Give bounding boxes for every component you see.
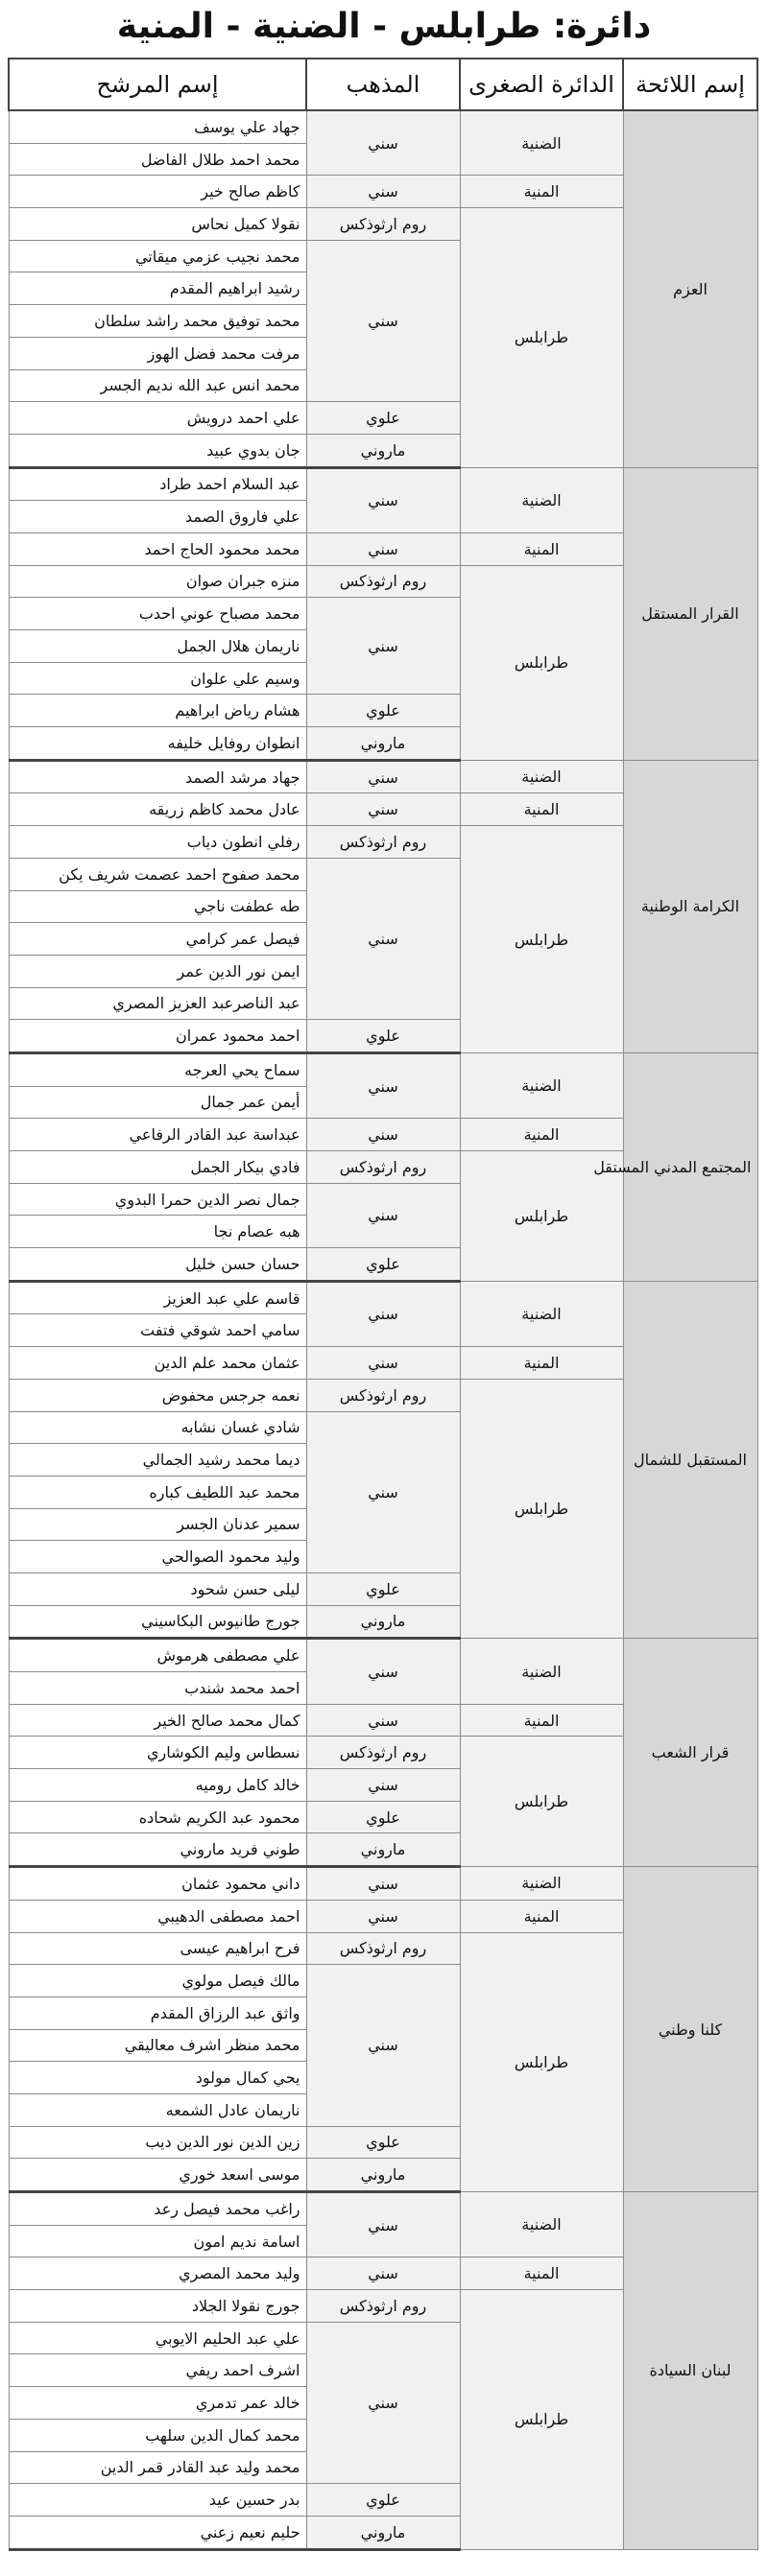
candidate-name-cell: محمد كمال الدين سلهب <box>9 2419 306 2451</box>
candidate-name-cell: سامي احمد شوقي فتفت <box>9 1314 306 1347</box>
table-row <box>9 467 757 501</box>
candidate-name-cell: علي مصطفى هرموش <box>9 1639 306 1672</box>
sect-cell: ماروني <box>306 727 460 761</box>
minor-district-cell: الضنية <box>460 760 623 793</box>
candidate-name-cell: انطوان روفايل خليفه <box>9 727 306 761</box>
sect-cell: ماروني <box>306 434 460 467</box>
candidate-name-cell: طه عطفت ناجي <box>9 890 306 923</box>
sect-cell: سني <box>306 1867 460 1901</box>
sect-cell: سني <box>306 1411 460 1572</box>
sect-cell: سني <box>306 598 460 695</box>
candidate-name-cell: واثق عبد الرزاق المقدم <box>9 1997 306 2029</box>
candidate-name-cell: خالد كامل روميه <box>9 1769 306 1802</box>
candidate-name-cell: محمود عبد الكريم شحاده <box>9 1801 306 1833</box>
header-minor-district: الدائرة الصغرى <box>460 59 623 110</box>
sect-cell: سني <box>306 1052 460 1118</box>
minor-district-cell: طرابلس <box>460 565 623 760</box>
sect-cell: علوي <box>306 1801 460 1833</box>
minor-district-cell: الضنية <box>460 1639 623 1704</box>
page-title: دائرة: طرابلس - الضنية - المنية <box>116 7 652 46</box>
candidate-name-cell: ناريمان هلال الجمل <box>9 630 306 663</box>
sect-cell: سني <box>306 240 460 401</box>
candidate-name-cell: وليد محمد المصري <box>9 2257 306 2290</box>
sect-cell: علوي <box>306 1020 460 1053</box>
candidate-name-cell: ناريمان عادل الشمعه <box>9 2093 306 2126</box>
sect-cell: روم ارثوذكس <box>306 1379 460 1411</box>
candidate-name-cell: جهاد علي يوسف <box>9 110 306 143</box>
sect-cell: سني <box>306 1639 460 1704</box>
candidate-name-cell: علي فاروق الصمد <box>9 501 306 533</box>
candidate-name-cell: محمد احمد طلال الفاضل <box>9 143 306 176</box>
minor-district-cell: الضنية <box>460 110 623 176</box>
candidate-name-cell: جورج نقولا الجلاد <box>9 2290 306 2323</box>
sect-cell: سني <box>306 1347 460 1380</box>
candidate-name-cell: مالك فيصل مولوي <box>9 1965 306 1997</box>
candidate-name-cell: نعمه جرجس محفوض <box>9 1379 306 1411</box>
sect-cell: روم ارثوذكس <box>306 1151 460 1184</box>
sect-cell: سني <box>306 2192 460 2257</box>
minor-district-cell: الضنية <box>460 1867 623 1901</box>
minor-district-cell: طرابلس <box>460 826 623 1053</box>
candidate-name-cell: جهاد مرشد الصمد <box>9 760 306 793</box>
sect-cell: سني <box>306 793 460 826</box>
candidate-name-cell: راغب محمد فيصل رعد <box>9 2192 306 2226</box>
candidate-name-cell: كاظم صالح خير <box>9 176 306 208</box>
sect-cell: روم ارثوذكس <box>306 1737 460 1769</box>
candidate-name-cell: خالد عمر تدمري <box>9 2387 306 2420</box>
sect-cell: علوي <box>306 695 460 727</box>
candidate-name-cell: علي احمد درويش <box>9 402 306 435</box>
candidate-name-cell: محمد مصباح عوني احدب <box>9 598 306 630</box>
sect-cell: ماروني <box>306 1833 460 1867</box>
table-row <box>9 1052 757 1086</box>
candidate-name-cell: محمد نجيب عزمي ميقاتي <box>9 240 306 272</box>
sect-cell: علوي <box>306 1572 460 1605</box>
candidate-name-cell: نسطاس وليم الكوشاري <box>9 1737 306 1769</box>
candidate-name-cell: فادي بيكار الجمل <box>9 1151 306 1184</box>
candidate-name-cell: عبداسة عبد القادر الرفاعي <box>9 1119 306 1151</box>
candidate-name-cell: عادل محمد كاظم زريقه <box>9 793 306 826</box>
sect-cell: روم ارثوذكس <box>306 1932 460 1965</box>
candidate-name-cell: داني محمود عثمان <box>9 1867 306 1901</box>
minor-district-cell: الضنية <box>460 467 623 532</box>
candidate-name-cell: مرفت محمد فضل الهوز <box>9 337 306 369</box>
candidates-table <box>8 58 758 2551</box>
table-row <box>9 760 757 793</box>
candidate-name-cell: عثمان محمد علم الدين <box>9 1347 306 1380</box>
candidate-name-cell: رشيد ابراهيم المقدم <box>9 272 306 305</box>
sect-cell: سني <box>306 1900 460 1932</box>
sect-cell: سني <box>306 2322 460 2483</box>
minor-district-cell: طرابلس <box>460 1151 623 1282</box>
header-list-name: إسم اللائحة <box>623 59 757 110</box>
candidate-name-cell: احمد محمود عمران <box>9 1020 306 1053</box>
candidate-name-cell: يحي كمال مولود <box>9 2062 306 2094</box>
candidate-name-cell: اشرف احمد ريفي <box>9 2354 306 2387</box>
sect-cell: ماروني <box>306 2516 460 2549</box>
candidate-name-cell: شادي غسان نشابه <box>9 1411 306 1444</box>
candidate-name-cell: عبد الناصرعبد العزيز المصري <box>9 987 306 1020</box>
candidate-name-cell: اسامة نديم امون <box>9 2225 306 2257</box>
sect-cell: روم ارثوذكس <box>306 2290 460 2323</box>
sect-cell: علوي <box>306 2126 460 2159</box>
header-candidate-name: إسم المرشح <box>9 59 306 110</box>
sect-cell: ماروني <box>306 1605 460 1639</box>
table-body <box>9 110 757 2549</box>
candidate-name-cell: محمد منظر اشرف معاليقي <box>9 2029 306 2062</box>
sect-cell: روم ارثوذكس <box>306 565 460 598</box>
minor-district-cell: المنية <box>460 1704 623 1737</box>
candidate-name-cell: محمد وليد عبد القادر قمر الدين <box>9 2451 306 2484</box>
sect-cell: سني <box>306 1281 460 1346</box>
candidate-name-cell: هشام رياض ابراهيم <box>9 695 306 727</box>
sect-cell: سني <box>306 532 460 565</box>
candidate-name-cell: جان بدوي عبيد <box>9 434 306 467</box>
minor-district-cell: الضنية <box>460 1281 623 1346</box>
candidate-name-cell: محمد صفوح احمد عصمت شريف يكن <box>9 858 306 890</box>
candidate-name-cell: محمد انس عبد الله نديم الجسر <box>9 369 306 402</box>
sect-cell: ماروني <box>306 2159 460 2192</box>
table-row <box>9 110 757 143</box>
candidate-name-cell: عبد السلام احمد طراد <box>9 467 306 501</box>
list-name-cell: قرار الشعب <box>623 1639 757 1867</box>
sect-cell: سني <box>306 467 460 532</box>
list-name-cell: العزم <box>623 110 757 467</box>
sect-cell: سني <box>306 1769 460 1802</box>
sect-cell: سني <box>306 1183 460 1247</box>
minor-district-cell: طرابلس <box>460 1379 623 1639</box>
list-name-cell: المجتمع المدني المستقل <box>623 1052 757 1281</box>
candidate-name-cell: زين الدين نور الدين ديب <box>9 2126 306 2159</box>
sect-cell: علوي <box>306 1248 460 1282</box>
table-row <box>9 2192 757 2226</box>
candidate-name-cell: منزه جبران صوان <box>9 565 306 598</box>
list-name-cell: لبنان السيادة <box>623 2192 757 2550</box>
candidate-name-cell: احمد مصطفى الدهيبي <box>9 1900 306 1932</box>
candidate-name-cell: بدر حسين عيد <box>9 2484 306 2517</box>
sect-cell: سني <box>306 1704 460 1737</box>
table-header <box>9 59 757 110</box>
candidate-name-cell: ليلى حسن شحود <box>9 1572 306 1605</box>
candidate-name-cell: ايمن نور الدين عمر <box>9 955 306 987</box>
candidate-name-cell: علي عبد الحليم الايوبي <box>9 2322 306 2354</box>
header-sect: المذهب <box>306 59 460 110</box>
candidate-name-cell: سمير عدنان الجسر <box>9 1508 306 1541</box>
minor-district-cell: طرابلس <box>460 208 623 468</box>
minor-district-cell: طرابلس <box>460 1737 623 1867</box>
list-name-cell: كلنا وطني <box>623 1867 757 2192</box>
table-row <box>9 1639 757 1672</box>
candidate-name-cell: محمد توفيق محمد راشد سلطان <box>9 305 306 338</box>
minor-district-cell: المنية <box>460 176 623 208</box>
sect-cell: سني <box>306 858 460 1019</box>
minor-district-cell: طرابلس <box>460 1932 623 2192</box>
candidate-name-cell: حسان حسن خليل <box>9 1248 306 1282</box>
candidate-name-cell: محمد عبد اللطيف كباره <box>9 1476 306 1508</box>
sect-cell: علوي <box>306 402 460 435</box>
sect-cell: سني <box>306 1119 460 1151</box>
sect-cell: سني <box>306 176 460 208</box>
candidate-name-cell: جمال نصر الدين حمرا البدوي <box>9 1183 306 1216</box>
candidate-name-cell: كمال محمد صالح الخير <box>9 1704 306 1737</box>
candidate-name-cell: ديما محمد رشيد الجمالي <box>9 1444 306 1477</box>
candidate-name-cell: موسى اسعد خوري <box>9 2159 306 2192</box>
candidate-name-cell: جورج طانيوس البكاسيني <box>9 1605 306 1639</box>
list-name-cell: الكرامة الوطنية <box>623 760 757 1052</box>
candidate-name-cell: هبه عصام نجا <box>9 1216 306 1248</box>
minor-district-cell: طرابلس <box>460 2290 623 2550</box>
candidate-name-cell: نقولا كميل نحاس <box>9 208 306 241</box>
candidate-name-cell: فرح ابراهيم عيسى <box>9 1932 306 1965</box>
minor-district-cell: المنية <box>460 1347 623 1380</box>
table-row <box>9 1867 757 1901</box>
sect-cell: روم ارثوذكس <box>306 826 460 859</box>
list-name-cell: المستقبل للشمال <box>623 1281 757 1639</box>
candidate-name-cell: فيصل عمر كرامي <box>9 923 306 956</box>
candidate-name-cell: وليد محمود الصوالحي <box>9 1541 306 1573</box>
candidate-name-cell: احمد محمد شندب <box>9 1672 306 1705</box>
minor-district-cell: المنية <box>460 2257 623 2290</box>
candidate-name-cell: رفلي انطون دياب <box>9 826 306 859</box>
candidate-name-cell: قاسم علي عبد العزيز <box>9 1281 306 1314</box>
sect-cell: علوي <box>306 2484 460 2517</box>
sect-cell: سني <box>306 110 460 176</box>
minor-district-cell: الضنية <box>460 2192 623 2257</box>
candidate-name-cell: سماح يحي العرجه <box>9 1052 306 1086</box>
candidate-name-cell: محمد محمود الحاج احمد <box>9 532 306 565</box>
candidate-name-cell: طوني فريد ماروني <box>9 1833 306 1867</box>
minor-district-cell: الضنية <box>460 1052 623 1118</box>
minor-district-cell: المنية <box>460 1119 623 1151</box>
minor-district-cell: المنية <box>460 793 623 826</box>
candidate-name-cell: أيمن عمر جمال <box>9 1086 306 1119</box>
sect-cell: سني <box>306 760 460 793</box>
sect-cell: روم ارثوذكس <box>306 208 460 241</box>
candidate-name-cell: وسيم علي علوان <box>9 662 306 695</box>
minor-district-cell: المنية <box>460 1900 623 1932</box>
candidate-name-cell: حليم نعيم زعني <box>9 2516 306 2549</box>
list-name-cell: القرار المستقل <box>623 467 757 760</box>
sect-cell: سني <box>306 2257 460 2290</box>
table-row <box>9 1281 757 1314</box>
sect-cell: سني <box>306 1965 460 2126</box>
minor-district-cell: المنية <box>460 532 623 565</box>
